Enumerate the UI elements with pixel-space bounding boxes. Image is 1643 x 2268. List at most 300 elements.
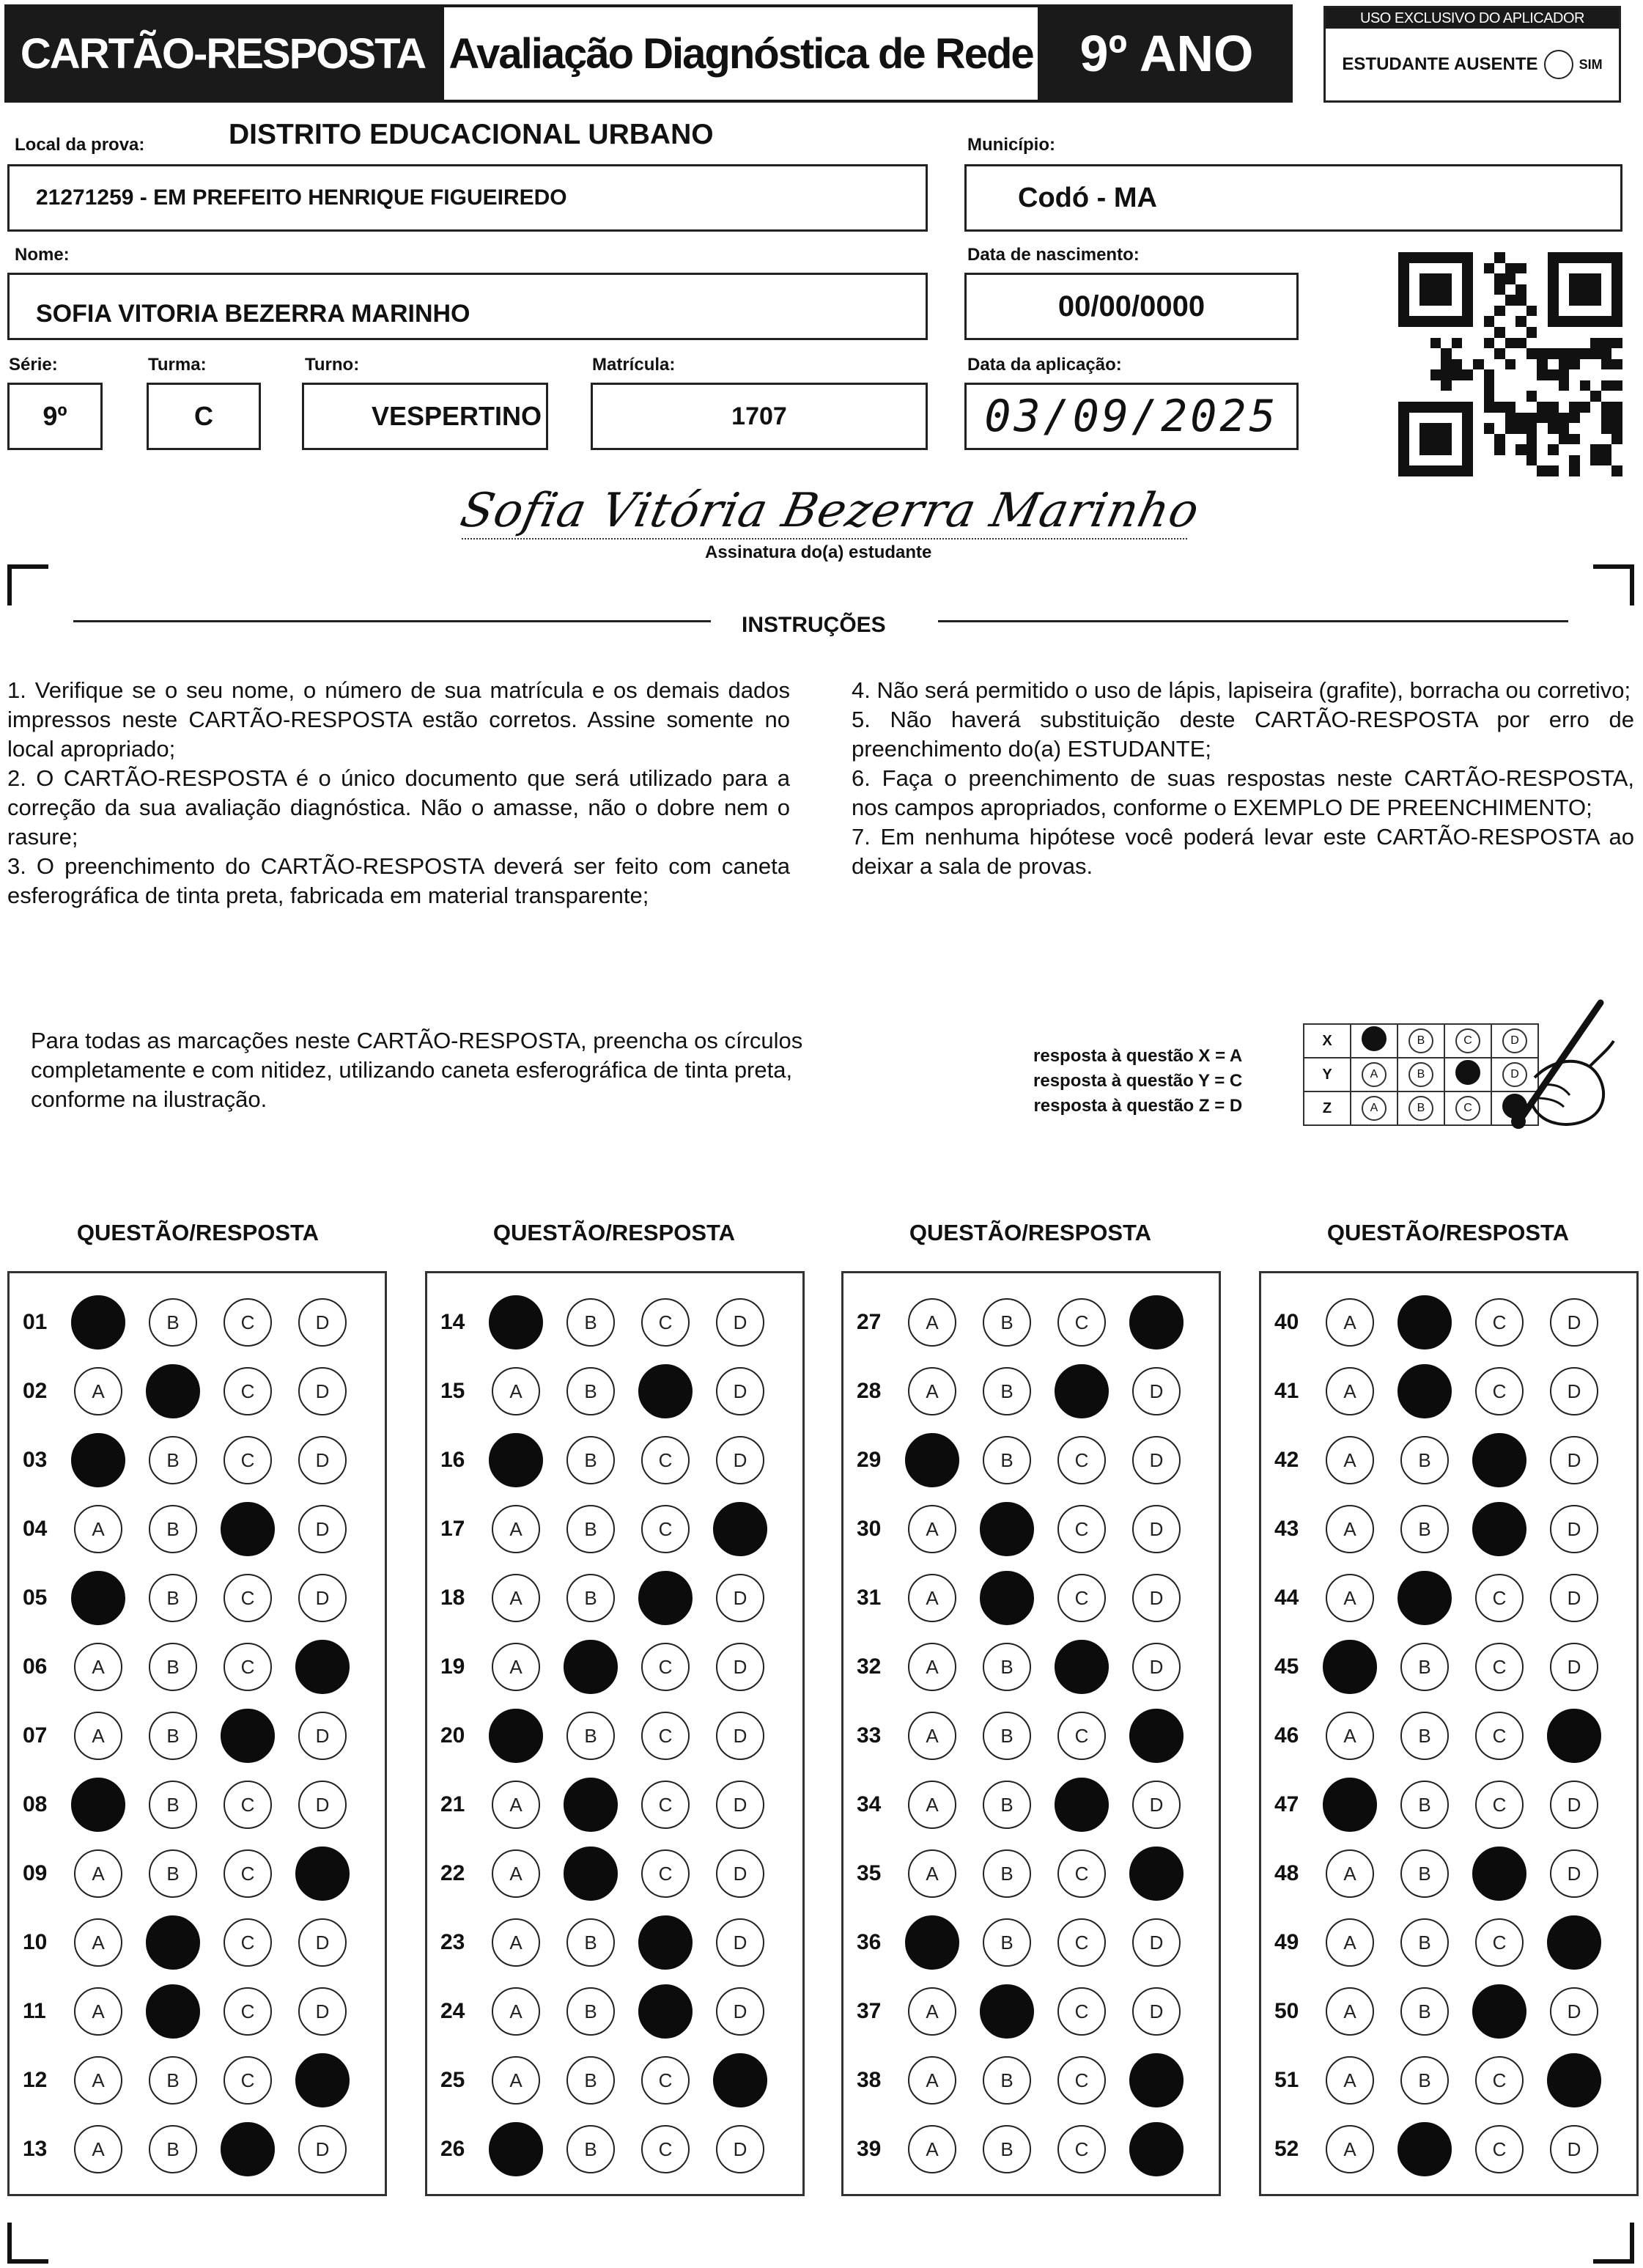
answer-bubble[interactable]: A — [908, 2056, 956, 2105]
answer-bubble[interactable]: C — [641, 1436, 690, 1484]
answer-bubble[interactable]: A — [74, 2056, 122, 2105]
answer-bubble[interactable]: B — [983, 1849, 1031, 1898]
question-row — [1261, 2046, 1636, 2115]
nome-value: SOFIA VITORIA BEZERRA MARINHO — [36, 299, 470, 328]
instructions-right — [852, 676, 1634, 881]
answer-bubble[interactable]: A — [1326, 1849, 1374, 1898]
absent-bubble[interactable] — [1544, 50, 1573, 79]
answer-bubble-marked[interactable] — [146, 1364, 200, 1418]
answer-bubble[interactable]: C — [1057, 2056, 1106, 2105]
answer-bubble[interactable]: B — [1400, 1918, 1449, 1967]
answer-bubble[interactable]: D — [298, 1781, 347, 1829]
answer-bubble-marked[interactable] — [146, 1915, 200, 1970]
answer-bubble-marked[interactable] — [1055, 1640, 1109, 1694]
turno-value: VESPERTINO — [371, 401, 542, 431]
answer-bubble[interactable]: A — [1326, 1918, 1374, 1967]
answer-bubble[interactable]: C — [641, 2056, 690, 2105]
question-number: 51 — [1274, 2068, 1299, 2092]
answer-bubble[interactable]: C — [1475, 1918, 1524, 1967]
answer-bubble[interactable]: B — [149, 1574, 197, 1622]
answer-bubble[interactable]: A — [492, 1367, 540, 1415]
answer-bubble-marked[interactable] — [564, 1778, 618, 1832]
answer-bubble[interactable]: C — [1057, 1298, 1106, 1347]
question-row — [843, 1357, 1219, 1426]
answer-bubble[interactable]: D — [298, 1918, 347, 1967]
answer-bubble[interactable]: C — [224, 2056, 272, 2105]
question-row — [10, 1632, 385, 1701]
evaluation-title: Avaliação Diagnóstica de Rede — [441, 4, 1041, 103]
instruction-6: 6. Faça o preenchimento de suas respostas neste CARTÃO-RESPOSTA, nos campos apropriados, conforme o EXEMPLO DE PREENCHIMENTO; — [852, 765, 1634, 820]
answer-bubble[interactable]: C — [1057, 1574, 1106, 1622]
answer-bubble[interactable]: C — [224, 1987, 272, 2036]
turma-value: C — [194, 401, 213, 431]
answer-bubble[interactable]: B — [566, 1436, 615, 1484]
answer-bubble[interactable]: D — [1132, 1643, 1181, 1691]
answer-bubble[interactable]: D — [1132, 1574, 1181, 1622]
answer-bubble[interactable]: B — [566, 2125, 615, 2173]
answer-bubble-marked[interactable] — [1129, 1709, 1184, 1763]
answer-bubble-marked[interactable] — [1398, 1295, 1452, 1350]
answer-bubble[interactable]: B — [1400, 1436, 1449, 1484]
answer-bubble[interactable]: A — [492, 1849, 540, 1898]
question-number: 10 — [23, 1930, 48, 1954]
answer-bubble-marked[interactable] — [1129, 1295, 1184, 1350]
answer-bubble-marked[interactable] — [1398, 1571, 1452, 1625]
question-number: 01 — [23, 1310, 48, 1334]
answer-bubble[interactable]: B — [983, 1712, 1031, 1760]
answer-bubble[interactable]: D — [716, 1643, 764, 1691]
example-legend-x: resposta à questão X = A — [1033, 1046, 1243, 1066]
answer-bubble[interactable]: B — [149, 2125, 197, 2173]
municipio-field — [964, 164, 1622, 232]
question-number: 35 — [857, 1861, 882, 1885]
answer-bubble-marked[interactable] — [71, 1295, 125, 1350]
answer-bubble[interactable]: B — [983, 2125, 1031, 2173]
answer-bubble-marked[interactable] — [564, 1640, 618, 1694]
question-row — [843, 2046, 1219, 2115]
answer-bubble[interactable]: A — [1326, 1987, 1374, 2036]
answer-bubble[interactable]: D — [716, 1781, 764, 1829]
answer-bubble[interactable]: A — [74, 1849, 122, 1898]
answer-bubble[interactable]: C — [1057, 1987, 1106, 2036]
answer-bubble[interactable]: B — [149, 2056, 197, 2105]
answer-bubble[interactable]: A — [1326, 2125, 1374, 2173]
absent-label: ESTUDANTE AUSENTE — [1342, 54, 1538, 74]
answer-bubble[interactable]: B — [149, 1781, 197, 1829]
answer-bubble[interactable]: C — [1475, 1574, 1524, 1622]
answer-bubble-marked[interactable] — [638, 1915, 693, 1970]
answer-bubble[interactable]: C — [1475, 2056, 1524, 2105]
question-row — [1261, 1495, 1636, 1564]
answer-bubble-marked[interactable] — [1472, 1502, 1526, 1556]
answer-bubble[interactable]: D — [1132, 1781, 1181, 1829]
question-row — [10, 1839, 385, 1908]
answer-bubble[interactable]: B — [566, 1574, 615, 1622]
question-row — [843, 1288, 1219, 1357]
school-value: 21271259 - EM PREFEITO HENRIQUE FIGUEIREDO — [36, 185, 567, 210]
pen-in-hand-icon — [1491, 997, 1615, 1144]
answer-bubble[interactable]: A — [492, 2056, 540, 2105]
answer-bubble-marked[interactable] — [1547, 2053, 1601, 2107]
answer-bubble[interactable]: D — [1550, 1574, 1598, 1622]
answer-bubble[interactable]: C — [224, 1643, 272, 1691]
answer-bubble[interactable]: C — [224, 1436, 272, 1484]
answer-bubble[interactable]: D — [1550, 1987, 1598, 2036]
question-row — [427, 1632, 802, 1701]
answer-bubble-marked[interactable] — [295, 2053, 350, 2107]
answer-bubble[interactable]: C — [641, 1849, 690, 1898]
local-label: Local da prova: — [15, 135, 145, 155]
answer-bubble[interactable]: A — [908, 1298, 956, 1347]
answer-bubble[interactable]: D — [1132, 1367, 1181, 1415]
question-number: 23 — [440, 1930, 465, 1954]
example-cell — [1444, 1091, 1491, 1125]
answer-bubble-marked[interactable] — [638, 1984, 693, 2039]
answer-bubble[interactable]: B — [1400, 2056, 1449, 2105]
answer-bubble-marked[interactable] — [564, 1847, 618, 1901]
answer-bubble[interactable]: D — [716, 1712, 764, 1760]
corner-mark-bottom-right — [1593, 2223, 1634, 2264]
answer-bubble[interactable]: C — [1057, 1712, 1106, 1760]
answer-bubble[interactable]: B — [1400, 1849, 1449, 1898]
answer-bubble[interactable]: C — [1475, 1712, 1524, 1760]
answer-bubble[interactable]: A — [74, 1505, 122, 1553]
answer-bubble-marked[interactable] — [489, 1709, 543, 1763]
answer-bubble[interactable]: A — [1326, 1298, 1374, 1347]
answer-bubble[interactable]: B — [983, 1298, 1031, 1347]
answer-bubble[interactable]: D — [716, 1298, 764, 1347]
answer-bubble-marked[interactable] — [1129, 1847, 1184, 1901]
answer-bubble[interactable]: A — [492, 1643, 540, 1691]
answer-bubble-marked[interactable] — [713, 1502, 767, 1556]
answer-bubble[interactable]: B — [1400, 1643, 1449, 1691]
answer-bubble-marked[interactable] — [905, 1915, 959, 1970]
answer-bubble[interactable]: C — [224, 1918, 272, 1967]
aplicacao-field[interactable] — [964, 383, 1299, 450]
answer-bubble[interactable]: D — [1132, 1987, 1181, 2036]
answer-bubble[interactable]: C — [224, 1298, 272, 1347]
instructions-left — [7, 676, 790, 910]
question-number: 49 — [1274, 1930, 1299, 1954]
answer-bubble[interactable]: B — [149, 1436, 197, 1484]
answer-bubble[interactable]: D — [1550, 1849, 1598, 1898]
answer-bubble[interactable]: C — [224, 1574, 272, 1622]
instructions-rule-right — [938, 620, 1568, 622]
answer-bubble[interactable]: D — [298, 1298, 347, 1347]
answer-bubble[interactable]: D — [1550, 1367, 1598, 1415]
answer-bubble[interactable]: C — [641, 1298, 690, 1347]
answer-bubble[interactable]: A — [1326, 1436, 1374, 1484]
question-number: 39 — [857, 2137, 882, 2161]
question-row — [427, 1426, 802, 1495]
question-number: 41 — [1274, 1379, 1299, 1403]
question-number: 04 — [23, 1517, 48, 1541]
answer-bubble[interactable]: B — [149, 1505, 197, 1553]
answer-bubble[interactable]: B — [149, 1849, 197, 1898]
question-row — [1261, 1632, 1636, 1701]
question-row — [10, 1977, 385, 2046]
answer-bubble-marked[interactable] — [1547, 1709, 1601, 1763]
column-title-2: QUESTÃO/RESPOSTA — [492, 1220, 736, 1245]
answer-bubble[interactable]: C — [224, 1367, 272, 1415]
answer-bubble[interactable]: D — [298, 1436, 347, 1484]
answer-bubble-marked[interactable] — [71, 1433, 125, 1487]
answer-bubble-marked[interactable] — [905, 1433, 959, 1487]
answer-bubble[interactable]: A — [1326, 1712, 1374, 1760]
example-bubble: A — [1362, 1062, 1387, 1087]
answer-bubble-marked[interactable] — [980, 1502, 1034, 1556]
answer-bubble-marked[interactable] — [221, 1502, 275, 1556]
question-number: 30 — [857, 1517, 882, 1541]
question-number: 09 — [23, 1861, 48, 1885]
answer-bubble[interactable]: C — [1475, 1781, 1524, 1829]
signature-line — [462, 538, 1187, 540]
answer-bubble-marked[interactable] — [980, 1571, 1034, 1625]
nascimento-value: 00/00/0000 — [1057, 290, 1206, 323]
question-row — [843, 1564, 1219, 1632]
answer-bubble-marked[interactable] — [1129, 2053, 1184, 2107]
answer-bubble[interactable]: D — [716, 1574, 764, 1622]
question-row — [843, 1770, 1219, 1839]
answer-bubble[interactable]: B — [1400, 1987, 1449, 2036]
question-row — [10, 1908, 385, 1977]
answer-bubble[interactable]: D — [298, 2125, 347, 2173]
answer-bubble[interactable]: B — [566, 1298, 615, 1347]
question-number: 20 — [440, 1723, 465, 1748]
answer-bubble[interactable]: B — [1400, 1505, 1449, 1553]
question-number: 13 — [23, 2137, 48, 2161]
question-row — [1261, 1908, 1636, 1977]
answer-bubble[interactable]: D — [1132, 1505, 1181, 1553]
answer-bubble[interactable]: D — [1550, 1298, 1598, 1347]
answer-bubble[interactable]: C — [1475, 1643, 1524, 1691]
qr-code-icon — [1398, 252, 1622, 476]
answer-bubble[interactable]: A — [74, 2125, 122, 2173]
answer-bubble[interactable]: C — [1057, 2125, 1106, 2173]
answer-bubble[interactable]: A — [908, 1849, 956, 1898]
answer-bubble-marked[interactable] — [221, 2122, 275, 2176]
answer-bubble[interactable]: C — [224, 1849, 272, 1898]
answer-bubble[interactable]: C — [1057, 1918, 1106, 1967]
answer-bubble[interactable]: B — [566, 1712, 615, 1760]
question-number: 06 — [23, 1654, 48, 1679]
question-number: 34 — [857, 1792, 882, 1816]
answer-bubble[interactable]: D — [1550, 1436, 1598, 1484]
question-row — [843, 2115, 1219, 2184]
answer-bubble[interactable]: D — [716, 1987, 764, 2036]
question-number: 15 — [440, 1379, 465, 1403]
answer-bubble[interactable]: C — [1057, 1436, 1106, 1484]
answer-bubble[interactable]: D — [1132, 1436, 1181, 1484]
example-cell — [1351, 1091, 1398, 1125]
answer-bubble[interactable]: A — [492, 1781, 540, 1829]
answer-bubble[interactable]: A — [908, 2125, 956, 2173]
answer-bubble[interactable]: B — [149, 1298, 197, 1347]
answer-bubble[interactable]: A — [908, 1574, 956, 1622]
answer-bubble[interactable]: B — [149, 1712, 197, 1760]
answer-bubble-marked[interactable] — [295, 1847, 350, 1901]
answer-bubble[interactable]: D — [298, 1987, 347, 2036]
question-row — [427, 1908, 802, 1977]
answer-bubble-marked[interactable] — [1398, 1364, 1452, 1418]
answer-bubble[interactable]: A — [1326, 1505, 1374, 1553]
answer-bubble-marked[interactable] — [1398, 2122, 1452, 2176]
answer-bubble-marked[interactable] — [638, 1364, 693, 1418]
answer-bubble[interactable]: A — [1326, 2056, 1374, 2105]
question-row — [1261, 1701, 1636, 1770]
question-number: 26 — [440, 2137, 465, 2161]
answer-bubble[interactable]: B — [566, 1987, 615, 2036]
question-row — [427, 2046, 802, 2115]
answer-bubble-marked[interactable] — [1472, 1433, 1526, 1487]
answer-bubble[interactable]: B — [983, 2056, 1031, 2105]
answer-bubble[interactable]: D — [1550, 1781, 1598, 1829]
answer-bubble[interactable]: D — [716, 1436, 764, 1484]
answer-bubble[interactable]: D — [1550, 1505, 1598, 1553]
example-bubble: C — [1455, 1096, 1480, 1121]
answer-bubble[interactable]: A — [74, 1367, 122, 1415]
answer-bubble-marked[interactable] — [489, 1433, 543, 1487]
question-row — [1261, 1357, 1636, 1426]
answer-bubble[interactable]: D — [716, 1918, 764, 1967]
answer-bubble[interactable]: B — [566, 2056, 615, 2105]
answer-bubble[interactable]: C — [1057, 1505, 1106, 1553]
answer-bubble[interactable]: A — [492, 1918, 540, 1967]
question-row — [427, 1564, 802, 1632]
answer-bubble[interactable]: A — [908, 1643, 956, 1691]
answer-bubble-marked[interactable] — [638, 1571, 693, 1625]
answer-bubble[interactable]: C — [641, 1712, 690, 1760]
answer-bubble-marked[interactable] — [1323, 1778, 1377, 1832]
question-number: 52 — [1274, 2137, 1299, 2161]
answer-bubble-marked[interactable] — [1472, 1847, 1526, 1901]
question-row — [10, 1426, 385, 1495]
answer-bubble-marked[interactable] — [146, 1984, 200, 2039]
answer-bubble-marked[interactable] — [1055, 1364, 1109, 1418]
answer-bubble-marked[interactable] — [1547, 1915, 1601, 1970]
example-bubble: B — [1408, 1096, 1433, 1121]
answer-bubble-marked[interactable] — [1055, 1778, 1109, 1832]
answer-bubble[interactable]: A — [1326, 1367, 1374, 1415]
grade-badge: 9º ANO — [1041, 4, 1293, 103]
question-row — [1261, 1426, 1636, 1495]
answer-bubble[interactable]: C — [641, 1505, 690, 1553]
answer-bubble[interactable]: D — [298, 1712, 347, 1760]
answer-bubble-marked[interactable] — [221, 1709, 275, 1763]
answer-bubble[interactable]: A — [908, 1505, 956, 1553]
answer-bubble-marked[interactable] — [1323, 1640, 1377, 1694]
answer-bubble-marked[interactable] — [1129, 2122, 1184, 2176]
applicator-only-label: USO EXCLUSIVO DO APLICADOR — [1326, 8, 1619, 29]
answer-bubble[interactable]: A — [74, 1643, 122, 1691]
question-number: 11 — [23, 1999, 46, 2023]
answer-bubble[interactable]: C — [641, 1643, 690, 1691]
instructions-rule-left — [73, 620, 711, 622]
question-row — [843, 1495, 1219, 1564]
matricula-label: Matrícula: — [592, 355, 676, 375]
example-cell — [1351, 1024, 1398, 1058]
answer-bubble[interactable]: A — [908, 1367, 956, 1415]
answer-bubble[interactable]: A — [908, 1987, 956, 2036]
answer-bubble-marked[interactable] — [1472, 1984, 1526, 2039]
answer-bubble-marked[interactable] — [489, 2122, 543, 2176]
answer-bubble[interactable]: A — [908, 1781, 956, 1829]
answer-bubble[interactable]: D — [1550, 2125, 1598, 2173]
answer-bubble[interactable]: B — [566, 1505, 615, 1553]
example-cell — [1398, 1024, 1444, 1058]
answer-bubble[interactable]: A — [492, 1574, 540, 1622]
answer-bubble[interactable]: A — [908, 1712, 956, 1760]
answer-bubble[interactable]: B — [983, 1367, 1031, 1415]
answer-bubble[interactable]: C — [1475, 1298, 1524, 1347]
answer-bubble[interactable]: A — [74, 1918, 122, 1967]
answer-bubble[interactable]: D — [1550, 1643, 1598, 1691]
matricula-field — [591, 383, 928, 450]
question-row — [427, 1357, 802, 1426]
answer-bubble[interactable]: A — [492, 1505, 540, 1553]
example-bubble: A — [1362, 1096, 1387, 1121]
answer-bubble[interactable]: D — [298, 1505, 347, 1553]
answer-bubble[interactable]: B — [983, 1918, 1031, 1967]
answer-bubble-marked[interactable] — [713, 2053, 767, 2107]
answer-bubble[interactable]: B — [983, 1781, 1031, 1829]
answer-bubble[interactable]: B — [149, 1643, 197, 1691]
instruction-2: 2. O CARTÃO-RESPOSTA é o único documento que será utilizado para a correção da sua avaliação diagnóstica. Não o amasse, não o dobre nem o rasure; — [7, 765, 790, 850]
example-cell — [1398, 1091, 1444, 1125]
answer-bubble-marked[interactable] — [295, 1640, 350, 1694]
answer-bubble[interactable]: B — [566, 1918, 615, 1967]
answer-bubble-marked[interactable] — [71, 1778, 125, 1832]
answer-bubble[interactable]: C — [641, 2125, 690, 2173]
answer-bubble[interactable]: C — [1475, 2125, 1524, 2173]
answer-bubble-marked[interactable] — [489, 1295, 543, 1350]
school-field — [7, 164, 928, 232]
answer-bubble[interactable]: A — [74, 1987, 122, 2036]
corner-mark-top-left — [7, 564, 48, 605]
answer-bubble[interactable]: A — [74, 1712, 122, 1760]
answer-bubble[interactable]: B — [566, 1367, 615, 1415]
answer-bubble[interactable]: B — [983, 1643, 1031, 1691]
answer-bubble[interactable]: D — [1132, 1918, 1181, 1967]
question-number: 40 — [1274, 1310, 1299, 1334]
question-row — [10, 1701, 385, 1770]
answer-bubble[interactable]: B — [1400, 1712, 1449, 1760]
answer-bubble[interactable]: D — [298, 1574, 347, 1622]
answer-bubble[interactable]: D — [716, 1849, 764, 1898]
answer-bubble[interactable]: C — [1057, 1849, 1106, 1898]
example-cell — [1444, 1024, 1491, 1058]
question-number: 18 — [440, 1586, 465, 1610]
answer-bubble[interactable]: B — [983, 1436, 1031, 1484]
question-number: 28 — [857, 1379, 882, 1403]
answer-bubble[interactable]: D — [298, 1367, 347, 1415]
question-number: 27 — [857, 1310, 882, 1334]
example-cell — [1444, 1058, 1491, 1091]
answer-bubble[interactable]: B — [1400, 1781, 1449, 1829]
answer-bubble[interactable]: A — [492, 1987, 540, 2036]
applicator-panel — [1323, 6, 1621, 103]
answer-bubble[interactable]: C — [641, 1781, 690, 1829]
answer-bubble[interactable]: A — [1326, 1574, 1374, 1622]
question-number: 02 — [23, 1379, 48, 1403]
answer-bubble-marked[interactable] — [71, 1571, 125, 1625]
answer-bubble-marked[interactable] — [980, 1984, 1034, 2039]
answer-bubble[interactable]: C — [224, 1781, 272, 1829]
answer-bubble[interactable]: D — [716, 2125, 764, 2173]
question-number: 31 — [857, 1586, 882, 1610]
answer-bubble[interactable]: C — [1475, 1367, 1524, 1415]
answer-bubble[interactable]: D — [716, 1367, 764, 1415]
